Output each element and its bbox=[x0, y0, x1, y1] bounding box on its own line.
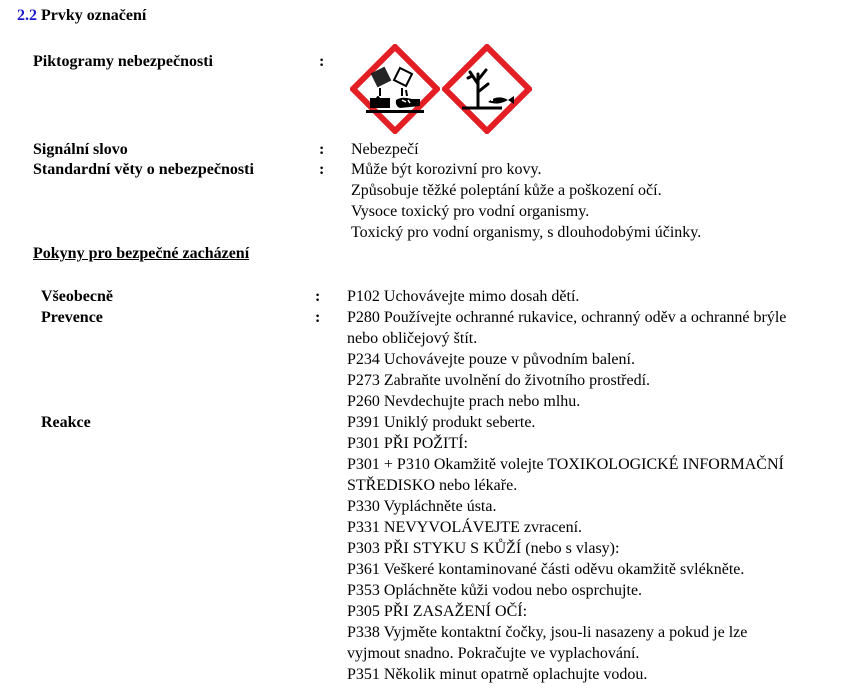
response-line: vyjmout snadno. Pokračujte ve vyplachování. bbox=[347, 645, 640, 662]
precautionary-heading: Pokyny pro bezpečné zacházení bbox=[33, 245, 250, 262]
general-label: Všeobecně bbox=[41, 288, 113, 305]
corrosion-pictogram bbox=[350, 44, 440, 134]
prevention-line: P260 Nevdechujte prach nebo mlhu. bbox=[347, 393, 581, 410]
response-line: P305 PŘI ZASAŽENÍ OČÍ: bbox=[347, 603, 528, 620]
prevention-label: Prevence bbox=[41, 309, 103, 326]
environment-pictogram bbox=[442, 44, 532, 134]
response-line: STŘEDISKO nebo lékaře. bbox=[347, 477, 518, 494]
prevention-line: P273 Zabraňte uvolnění do životního prostředí. bbox=[347, 372, 651, 389]
response-line: P301 + P310 Okamžitě volejte TOXIKOLOGICKÉ INFORMAČNÍ bbox=[347, 456, 784, 473]
hazard-statement-line: Způsobuje těžké poleptání kůže a poškození očí. bbox=[351, 182, 662, 199]
response-line: P391 Uniklý produkt seberte. bbox=[347, 414, 536, 431]
section-heading bbox=[17, 6, 146, 26]
hazard-statements-colon: : bbox=[319, 161, 325, 178]
signal-word-value: Nebezpečí bbox=[351, 141, 419, 158]
response-line: P353 Opláchněte kůži vodou nebo osprchujte. bbox=[347, 582, 643, 599]
prevention-colon: : bbox=[315, 309, 321, 326]
prevention-line: nebo obličejový štít. bbox=[347, 330, 478, 347]
section-number: 2.2 bbox=[17, 7, 37, 24]
hazard-statement-line: Toxický pro vodní organismy, s dlouhodobými účinky. bbox=[351, 224, 702, 241]
general-line: P102 Uchovávejte mimo dosah dětí. bbox=[347, 288, 580, 305]
hazard-statement-line: Může být korozivní pro kovy. bbox=[351, 161, 542, 178]
signal-word-colon: : bbox=[319, 141, 325, 158]
response-line: P303 PŘI STYKU S KŮŽÍ (nebo s vlasy): bbox=[347, 540, 620, 557]
response-line: P330 Vypláchněte ústa. bbox=[347, 498, 497, 515]
response-line: P338 Vyjměte kontaktní čočky, jsou-li nasazeny a pokud je lze bbox=[347, 624, 748, 641]
pictograms-label: Piktogramy nebezpečnosti bbox=[33, 53, 213, 70]
response-line: P331 NEVYVOLÁVEJTE zvracení. bbox=[347, 519, 583, 536]
response-line: P361 Veškeré kontaminované části oděvu okamžitě svlékněte. bbox=[347, 561, 745, 578]
response-line: P351 Několik minut opatrně oplachujte vodou. bbox=[347, 666, 648, 683]
response-line: P301 PŘI POŽITÍ: bbox=[347, 435, 468, 452]
section-title: Prvky označení bbox=[41, 7, 147, 24]
signal-word-label: Signální slovo bbox=[33, 141, 128, 158]
hazard-statement-line: Vysoce toxický pro vodní organismy. bbox=[351, 203, 590, 220]
hazard-statements-label: Standardní věty o nebezpečnosti bbox=[33, 161, 254, 178]
prevention-line: P234 Uchovávejte pouze v původním balení. bbox=[347, 351, 635, 368]
response-label: Reakce bbox=[41, 414, 91, 431]
general-colon: : bbox=[315, 288, 321, 305]
prevention-line: P280 Používejte ochranné rukavice, ochranný oděv a ochranné brýle bbox=[347, 309, 787, 326]
pictograms-colon: : bbox=[319, 53, 325, 70]
